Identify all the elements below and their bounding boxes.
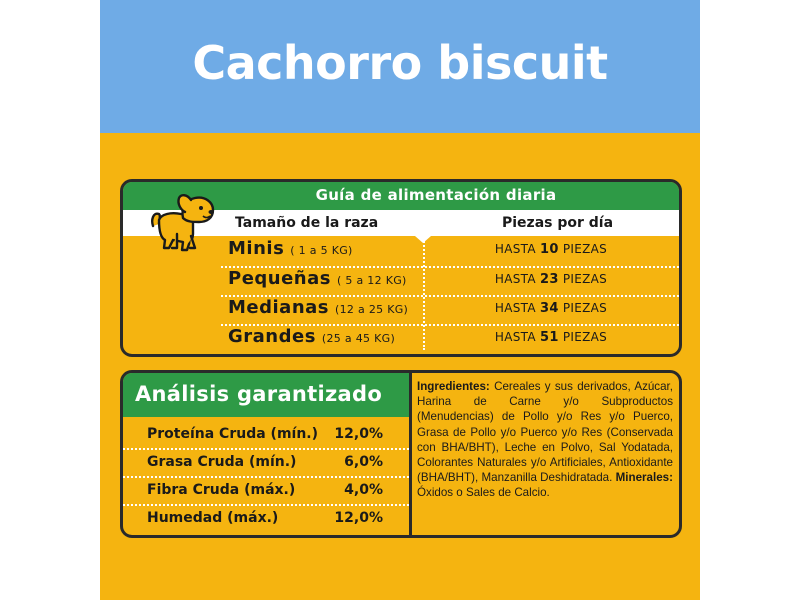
pieces-suffix: PIEZAS xyxy=(562,330,608,344)
feeding-row-grandes xyxy=(123,326,679,354)
ingredients-list: Cereales y sus derivados, Azúcar, Harina de Carne y/o Subproductos (Menudencias) de Pollo y/o Res y/o Puerco, Grasa de Pollo y/o Puerco y/o Res (Conservada con BHA/BHT), Leche en Polvo, Sal Yodatada, Colorantes Naturales y/o Artificiales, Antioxidante (BHA/BHT), Manzanilla Deshidratada. xyxy=(417,380,673,485)
pieces-count: 51 xyxy=(540,330,559,345)
product-panel xyxy=(100,0,700,600)
ingredients-label: Ingredientes: xyxy=(417,380,490,393)
header-band xyxy=(100,0,700,133)
breed-weight-range: (25 a 45 KG) xyxy=(321,332,396,345)
breed-weight-range: (12 a 25 KG) xyxy=(335,303,409,316)
breed-cell xyxy=(228,268,407,289)
column-header-breed: Tamaño de la raza xyxy=(235,215,379,231)
nutrient-label: Humedad (máx.) xyxy=(147,510,279,526)
feeding-guide-box xyxy=(120,179,682,357)
pieces-cell xyxy=(423,272,679,287)
minerals-label: Minerales: xyxy=(615,471,673,485)
analysis-row-protein xyxy=(123,421,409,449)
pieces-cell xyxy=(423,330,679,345)
nutrient-label: Proteína Cruda (mín.) xyxy=(147,426,319,442)
pieces-count: 10 xyxy=(540,242,559,257)
feeding-row-pequenas xyxy=(123,268,679,296)
breed-name: Pequeñas xyxy=(228,268,331,289)
pieces-count: 34 xyxy=(540,301,559,316)
analysis-row-fiber xyxy=(123,477,409,505)
breed-cell xyxy=(228,297,408,318)
analysis-box xyxy=(120,370,682,538)
pieces-cell xyxy=(423,301,679,316)
breed-cell xyxy=(228,326,395,347)
feeding-row-medianas xyxy=(123,297,679,325)
nutrient-label: Fibra Cruda (máx.) xyxy=(147,482,296,498)
feeding-row-minis xyxy=(123,238,679,266)
ingredients-text xyxy=(417,379,673,501)
pieces-suffix: PIEZAS xyxy=(562,272,608,286)
analysis-divider xyxy=(409,373,412,535)
pieces-suffix: PIEZAS xyxy=(562,242,608,256)
pieces-suffix: PIEZAS xyxy=(562,301,608,315)
nutrient-label: Grasa Cruda (mín.) xyxy=(147,454,297,470)
breed-name: Minis xyxy=(228,238,285,259)
pieces-prefix: HASTA xyxy=(494,242,536,256)
pieces-prefix: HASTA xyxy=(494,301,536,315)
pieces-prefix: HASTA xyxy=(494,272,536,286)
pieces-prefix: HASTA xyxy=(494,330,536,344)
breed-weight-range: ( 5 a 12 KG) xyxy=(336,274,407,287)
breed-name: Grandes xyxy=(228,326,316,347)
feeding-guide-title: Guía de alimentación diaria xyxy=(315,186,557,204)
minerals-list: Óxidos o Sales de Calcio. xyxy=(417,486,550,500)
column-header-pieces: Piezas por día xyxy=(502,215,614,231)
analysis-row-fat xyxy=(123,449,409,477)
analysis-title-bar xyxy=(123,373,409,417)
product-title: Cachorro biscuit xyxy=(192,36,608,90)
pieces-cell xyxy=(423,242,679,257)
breed-name: Medianas xyxy=(228,297,329,318)
nutrient-value: 4,0% xyxy=(344,482,383,498)
nutrient-value: 12,0% xyxy=(334,510,383,526)
breed-weight-range: ( 1 a 5 KG) xyxy=(290,244,353,257)
analysis-row-moisture xyxy=(123,505,409,533)
nutrient-value: 6,0% xyxy=(344,454,383,470)
analysis-title: Análisis garantizado xyxy=(135,382,383,406)
breed-cell xyxy=(228,238,353,259)
pieces-count: 23 xyxy=(540,272,559,287)
nutrient-value: 12,0% xyxy=(334,426,383,442)
